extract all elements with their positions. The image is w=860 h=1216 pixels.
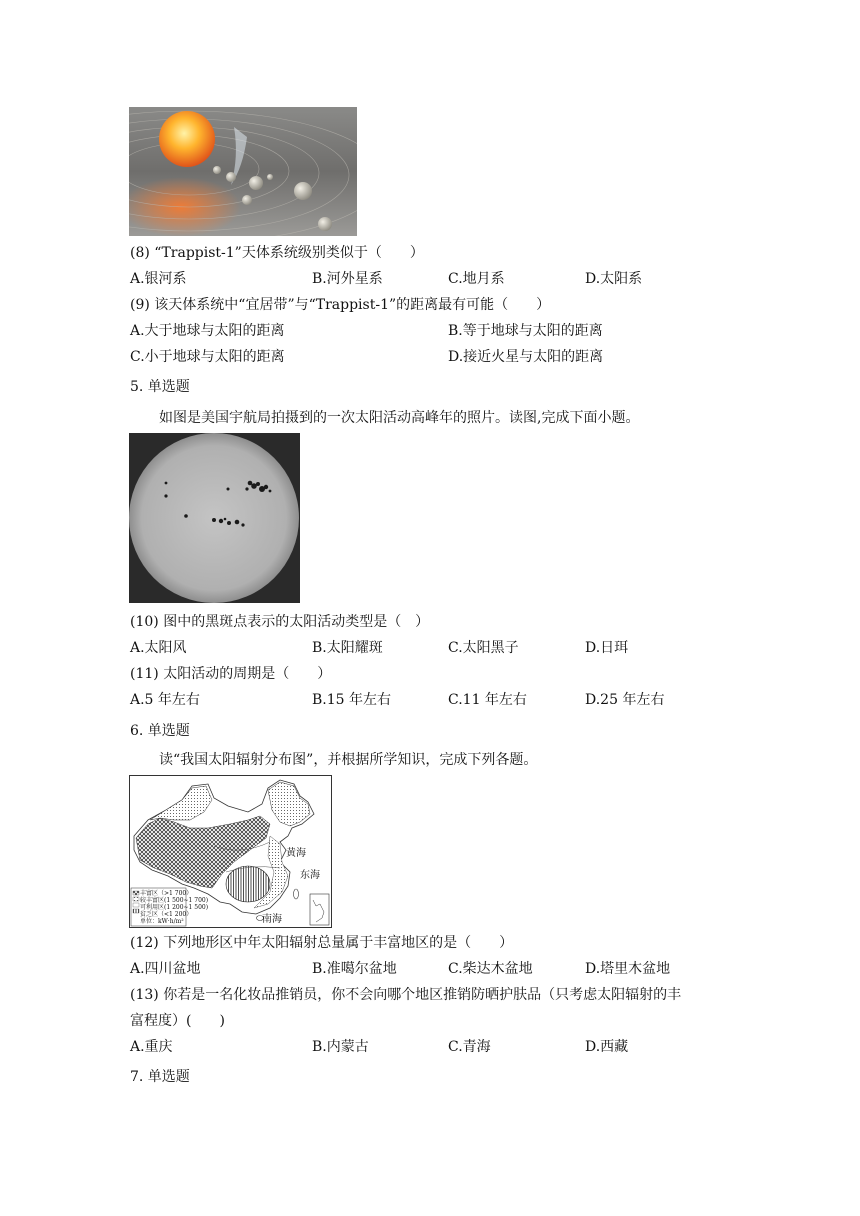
q13-option-c[interactable]: C.青海 <box>448 1039 491 1055</box>
legend-rich: 丰富区（>1 700） <box>140 890 193 897</box>
q8-option-c[interactable]: C.地月系 <box>448 271 505 287</box>
map-legend <box>140 890 208 925</box>
question-8-stem: (8) “Trappist-1”天体系统级别类似于（ ） <box>130 245 424 261</box>
label-nanhai: 南海 <box>262 914 282 925</box>
q9-option-b[interactable]: B.等于地球与太阳的距离 <box>448 323 603 339</box>
q13-option-a[interactable]: A.重庆 <box>130 1039 173 1055</box>
q9-option-a[interactable]: A.大于地球与太阳的距离 <box>130 323 285 339</box>
q10-option-a[interactable]: A.太阳风 <box>130 640 187 656</box>
section-7-heading: 7. 单选题 <box>130 1069 190 1085</box>
q12-option-b[interactable]: B.准噶尔盆地 <box>312 961 397 977</box>
q8-option-d[interactable]: D.太阳系 <box>585 271 643 287</box>
label-huanghai: 黄海 <box>286 848 306 859</box>
question-11-stem: (11) 太阳活动的周期是（ ） <box>130 666 332 682</box>
q11-option-c[interactable]: C.11 年左右 <box>448 692 527 708</box>
q11-option-a[interactable]: A.5 年左右 <box>130 692 200 708</box>
section-6-heading: 6. 单选题 <box>130 723 190 739</box>
section-5-heading: 5. 单选题 <box>130 379 190 395</box>
q11-option-d[interactable]: D.25 年左右 <box>585 692 665 708</box>
legend-fairly-rich: 较丰富区(1 500~1 700) <box>140 897 209 904</box>
q10-option-d[interactable]: D.日珥 <box>585 640 629 656</box>
q12-option-c[interactable]: C.柴达木盆地 <box>448 961 533 977</box>
q13-option-b[interactable]: B.内蒙古 <box>312 1039 369 1055</box>
q8-option-a[interactable]: A.银河系 <box>130 271 187 287</box>
trappist-system-image <box>129 107 357 236</box>
label-donghai: 东海 <box>300 870 320 881</box>
q13-option-d[interactable]: D.西藏 <box>585 1039 629 1055</box>
legend-usable: 可利用区(1 200~1 500) <box>140 904 209 911</box>
china-solar-radiation-map <box>129 775 332 928</box>
legend-unit: 单位：kW·h/m² <box>140 918 184 925</box>
sunspot-photo <box>129 433 300 603</box>
q11-option-b[interactable]: B.15 年左右 <box>312 692 392 708</box>
q9-option-d[interactable]: D.接近火星与太阳的距离 <box>448 349 604 365</box>
q10-option-c[interactable]: C.太阳黑子 <box>448 640 519 656</box>
section-6-intro: 读“我国太阳辐射分布图”，并根据所学知识，完成下列各题。 <box>159 752 538 768</box>
question-9-stem: (9) 该天体系统中“宜居带”与“Trappist-1”的距离最有可能（ ） <box>130 297 551 313</box>
q9-option-c[interactable]: C.小于地球与太阳的距离 <box>130 349 285 365</box>
q8-option-b[interactable]: B.河外星系 <box>312 271 383 287</box>
question-13-stem-line1: (13) 你若是一名化妆品推销员，你不会向哪个地区推销防晒护肤品（只考虑太阳辐射的丰 <box>130 987 682 1003</box>
q12-option-a[interactable]: A.四川盆地 <box>130 961 201 977</box>
question-12-stem: (12) 下列地形区中年太阳辐射总量属于丰富地区的是（ ） <box>130 935 514 951</box>
question-13-stem-line2: 富程度）( ) <box>130 1013 225 1029</box>
legend-poor: 贫乏区（<1 200） <box>140 911 193 918</box>
q12-option-d[interactable]: D.塔里木盆地 <box>585 961 671 977</box>
section-5-intro: 如图是美国宇航局拍摄到的一次太阳活动高峰年的照片。读图,完成下面小题。 <box>159 410 640 426</box>
question-10-stem: (10) 图中的黑斑点表示的太阳活动类型是（ ） <box>130 614 430 630</box>
q10-option-b[interactable]: B.太阳耀斑 <box>312 640 383 656</box>
